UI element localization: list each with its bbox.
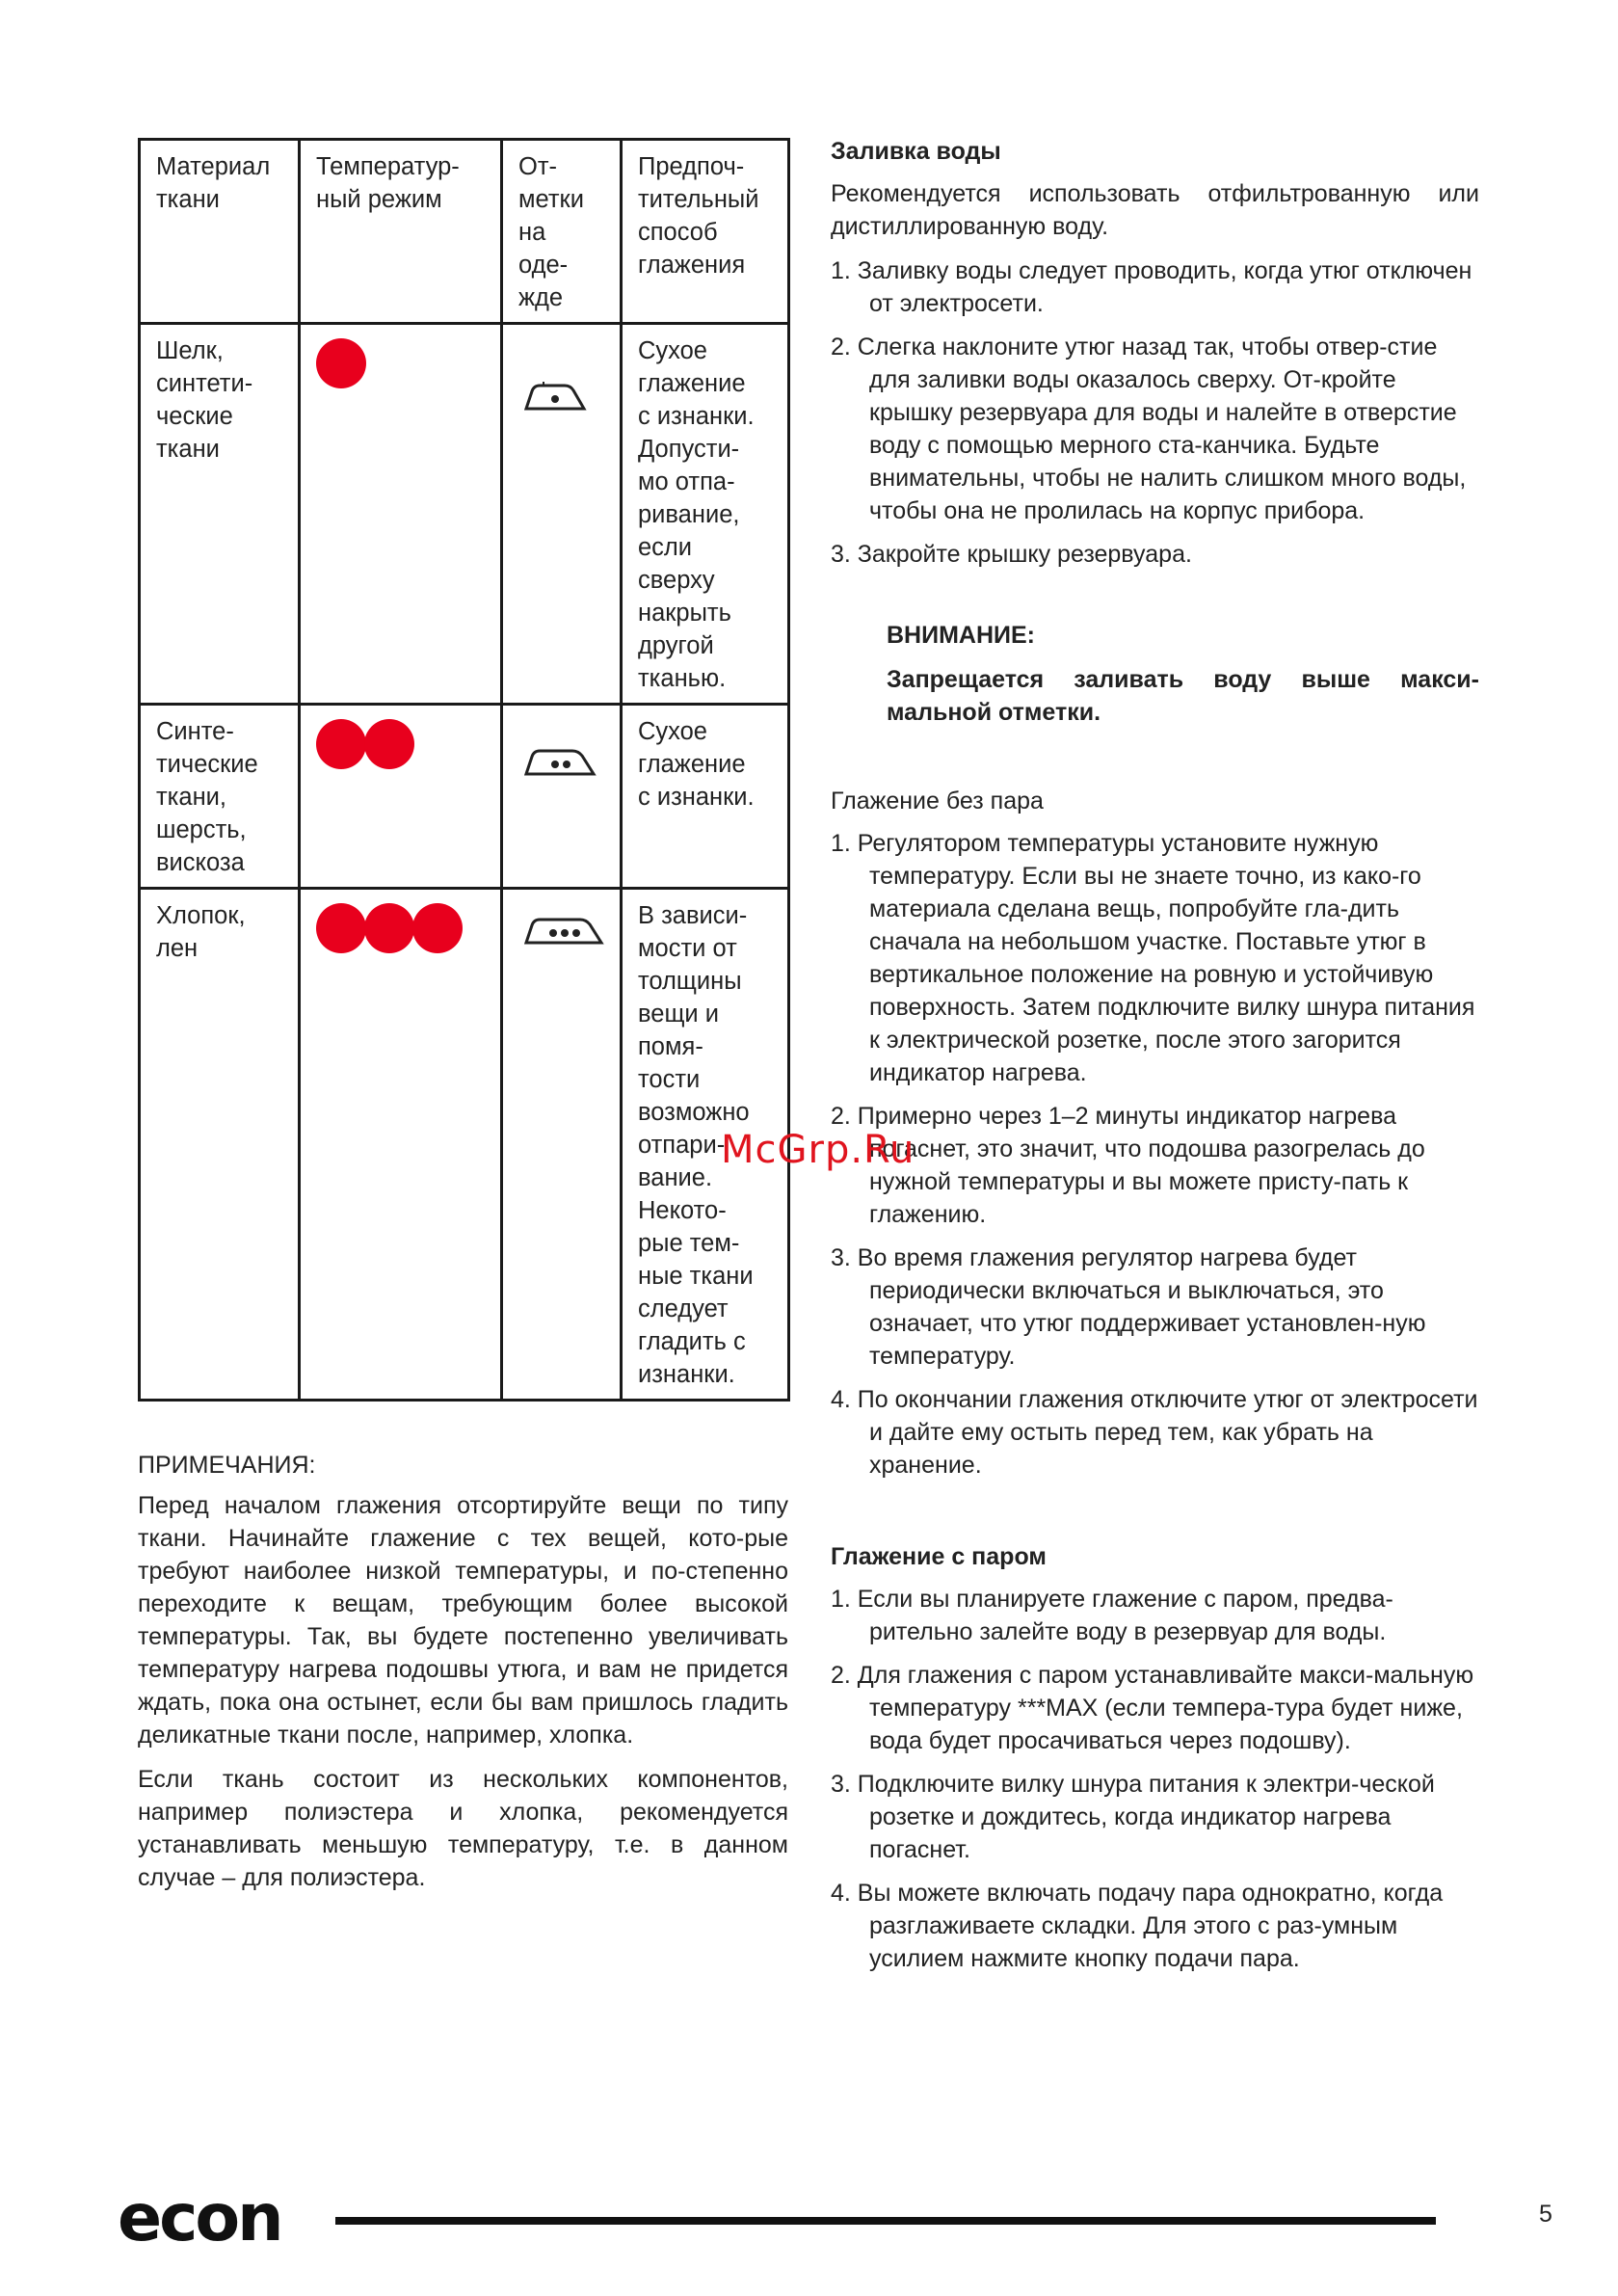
list-item: 3. Закройте крышку резервуара. [831,541,1192,568]
iron-one-dot-icon [524,379,588,412]
notes-paragraph: Если ткань состоит из нескольких компонентов, например полиэстера и хлопка, рекомендуется устанавливать меньшую температуру, т.е. в данном случае – для полиэстера. [138,1766,788,1891]
list-item: 2. Слегка наклоните утюг назад так, чтобы отвер-стие для заливки воды оказалось сверху. От-кройте крышку резервуара для воды и налейте в отверстие воду с помощью мерного ста-канчика. Будьте внимательны, чтобы не налить слишком много воды, чтобы она не пролилась на корпус прибора. [831,334,1467,524]
list-item: 2. Примерно через 1–2 минуты индикатор нагрева погаснет, это значит, что подошва разогрелась до нужной температуры и вы можете присту-пать к глажению. [831,1103,1425,1228]
row-method: Сухое глажение с изнанки. [622,705,789,889]
temperature-dot [364,719,414,769]
page-number: 5 [1539,2201,1552,2228]
row-method: Сухое глажение с изнанки. Допусти- мо отпа- ривание, если сверху накрыть другой тканью. [622,324,789,705]
footer-divider [335,2217,1436,2225]
list-item: 2. Для глажения с паром устанавливайте макси-мальную температуру ***MAX (если темпера-тура будет ниже, вода будет просачиваться через подошву). [831,1662,1474,1754]
attention-block [887,619,1479,729]
iron-two-dots-icon [524,744,597,777]
care-mark [502,324,622,705]
temperature-dot [316,338,366,388]
attention-title: ВНИМАНИЕ: [887,622,1035,649]
list-item: 1. Регулятором температуры установите нужную температуру. Если вы не знаете точно, из како-го материала сделана вещь, попробуйте гла-дить сначала на небольшом участке. Поставьте утюг в вертикальное положение на ровную и устойчивую поверхность. Затем подключите вилку шнура питания к электрической розетке, после этого загорится индикатор нагрева. [831,830,1475,1086]
econ-logo: econ [118,2180,281,2256]
water-intro: Рекомендуется использовать отфильтрованную или дистиллированную воду. [831,180,1479,240]
water-steps [831,254,1479,571]
row-material: Хлопок, лен [140,889,300,1401]
steam-ironing-steps [831,1583,1479,1975]
list-item: 4. По окончании глажения отключите утюг от электросети и дайте ему остыть перед тем, как убрать на хранение. [831,1386,1478,1479]
notes-paragraph: Перед началом глажения отсортируйте вещи по типу ткани. Начинайте глажение с тех вещей, кото-рые требуют наиболее низкой температуры, и по-степенно переходите к вещам, требующим более высокой температуры. Так, вы будете постепенно увеличивать температуру нагрева подошвы утюга, и вам не придется ждать, пока она остынет, если бы вам пришлось гладить деликатные ткани после, например, хлопка. [138,1492,788,1749]
notes-title: ПРИМЕЧАНИЯ: [138,1452,316,1479]
header-temperature: Температур- ный режим [300,140,502,324]
table-row [140,324,789,705]
attention-text: Запрещается заливать воду выше макси-мальной отметки. [887,666,1479,726]
temperature-dots [300,324,502,705]
list-item: 4. Вы можете включать подачу пара однократно, когда разглаживаете складки. Для этого с раз-умным усилием нажмите кнопку подачи пара. [831,1880,1444,1972]
list-item: 3. Во время глажения регулятор нагрева будет периодически включаться и выключаться, это означает, что утюг поддерживает установлен-ную температуру. [831,1244,1426,1370]
steam-ironing-title: Глажение с паром [831,1543,1047,1570]
header-marks: От- метки на оде- жде [502,140,622,324]
right-column [831,135,1479,1986]
temperature-dot [364,903,414,953]
dry-ironing-title: Глажение без пара [831,788,1044,814]
water-title: Заливка воды [831,138,1001,165]
header-method: Предпоч- тительный способ глажения [622,140,789,324]
care-mark [502,705,622,889]
table-row [140,889,789,1401]
table-row [140,705,789,889]
list-item: 1. Если вы планируете глажение с паром, предва-рительно залейте воду в резервуар для воды. [831,1586,1393,1645]
iron-three-dots-icon [524,913,605,946]
temperature-dot [316,903,366,953]
header-material: Материал ткани [140,140,300,324]
temperature-dot [316,719,366,769]
dry-ironing-steps [831,827,1479,1482]
watermark: McGrp.Ru [721,1128,915,1172]
row-material: Шелк, синтети- ческие ткани [140,324,300,705]
row-material: Синте- тические ткани, шерсть, вискоза [140,705,300,889]
care-mark [502,889,622,1401]
left-column [138,138,788,1906]
temperature-dots [300,889,502,1401]
fabric-table [138,138,790,1402]
temperature-dot [412,903,463,953]
temperature-dots [300,705,502,889]
list-item: 3. Подключите вилку шнура питания к электри-ческой розетке и дождитесь, когда индикатор нагрева погаснет. [831,1771,1435,1863]
list-item: 1. Заливку воды следует проводить, когда утюг отключен от электросети. [831,257,1472,317]
row-method: В зависи- мости от толщины вещи и помя- тости возможно отпари- вание. Некото- рые тем- ные ткани следует гладить с изнанки. [622,889,789,1401]
table-header-row [140,140,789,324]
